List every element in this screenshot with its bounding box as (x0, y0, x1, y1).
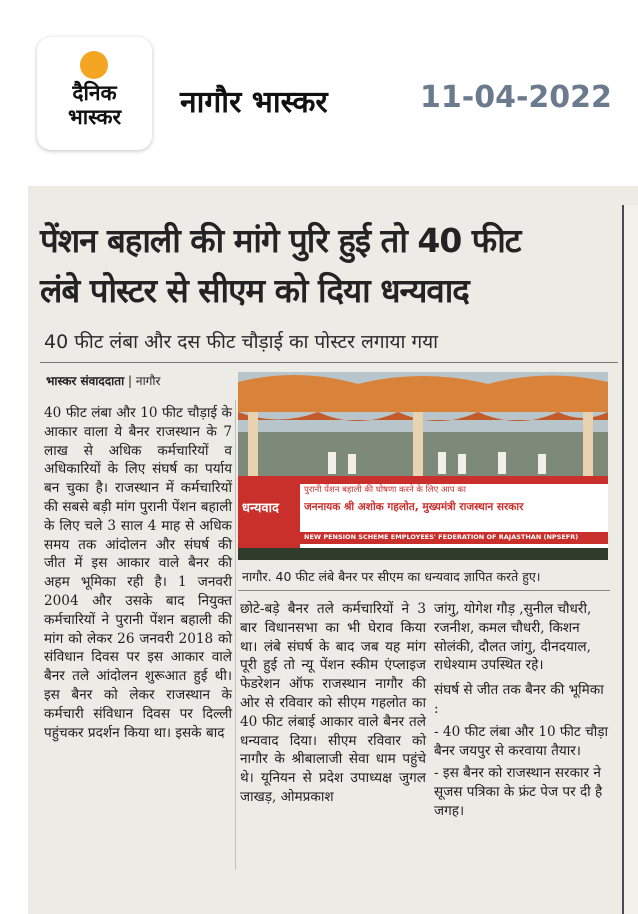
byline-place: नागौर (135, 374, 161, 388)
divider (40, 362, 618, 363)
column-3-paragraph-1: जांगु, योगेश गौड़ ,सुनील चौधरी, रजनीश, कमल चौधरी, किशन सोलंकी, दौलत जांगु, दीनदयाल, राधेश्याम उपस्थित रहे। (434, 601, 592, 674)
banner-line-3: NEW PENSION SCHEME EMPLOYEES' FEDERATION OF RAJASTHAN (NPSEFR) (304, 533, 579, 541)
photo-caption: नागौर. 40 फीट लंबे बैनर पर सीएम का धन्यवाद ज्ञापित करते हुए। (242, 569, 541, 584)
adjacent-article-edge (622, 205, 638, 914)
article-photo (238, 372, 608, 560)
article-column-3 (434, 600, 612, 825)
logo-sun-icon (80, 51, 108, 79)
byline (46, 372, 160, 389)
article-column-2: छोटे-बड़े बैनर तले कर्मचारियों ने 3 बार विधानसभा का भी घेराव किया था। लंबे संघर्ष के बाद जब यह मांग पूरी हुई तो न्यू पेंशन स्कीम एंप्लाइज फेडरेशन ऑफ राजस्थान नागौर की ओर से रविवार को सीएम गहलोत का 40 फीट लंबाई आकार वाले बैनर तले धन्यवाद दिया। सीएम रविवार को नागौर के श्रीबालाजी सेवा धाम पहुंचे थे। यूनियन से प्रदेश उपाध्यक्ष जुगल जाखड़, ओमप्रकाश (240, 601, 426, 805)
column-divider (235, 400, 236, 870)
byline-separator: | (128, 374, 136, 388)
banner-line-1: पुरानी पेंशन बहाली की घोषणा करने के लिए आप का (304, 485, 466, 495)
dainik-bhaskar-logo[interactable] (37, 37, 152, 150)
article-column-1: 40 फीट लंबा और 10 फीट चौड़ाई के आकार वाला ये बैनर राजस्थान के 7 लाख से अधिक कर्मचारियों व अधिकारियों के लिए संघर्ष का पर्याय बन चुका है। राजस्थान में कर्मचारियों की सबसे बड़ी मांग पुरानी पेंशन बहाली के लिए चले 3 साल 4 माह से अधिक समय तक आंदोलन और संघर्ष की जीत में इस आकार वाले बैनर की अहम भूमिका रही है। 1 जनवरी 2004 और उसके बाद नियुक्त कर्मचारियों ने पुरानी पेंशन बहाली की मांग को लेकर 26 जनवरी 2018 को संविधान दिवस पर इस आकार वाले बैनर तले आंदोलन शुरूआत हुई थी। इस बैनर को लेकर राजस्थान के कर्मचारी संविधान दिवस पर दिल्ली पहुंचकर प्रदर्शन किया था। इसके बाद (44, 405, 232, 741)
article-headline (40, 216, 620, 316)
column-3-point-2: - इस बैनर को राजस्थान सरकार ने सूजस पत्रिका के फ्रंट पेज पर दी है जगह। (434, 765, 603, 819)
share-header (0, 0, 638, 165)
edition-name: नागौर भास्कर (180, 85, 328, 120)
logo-line-2: भास्कर (67, 105, 122, 129)
banner-photo-illustration (238, 372, 608, 560)
byline-name: भास्कर संवाददाता (46, 374, 125, 388)
banner-line-2: जननायक श्री अशोक गहलोत, मुख्यमंत्री राजस्थान सरकार (304, 501, 524, 513)
caption-rule (238, 590, 610, 591)
column-3-subheading: संघर्ष से जीत तक बैनर की भूमिका : (434, 682, 604, 717)
logo-wordmark (37, 81, 152, 129)
headline-line-1: पेंशन बहाली की मांगे पुरि हुई तो 40 फीट (40, 221, 521, 260)
banner-word: धन्यवाद (242, 501, 279, 516)
column-3-point-1: - 40 फीट लंबा और 10 फीट चौड़ा बैनर जयपुर से करवाया तैयार। (434, 723, 609, 759)
logo-line-1: दैनिक (72, 81, 117, 105)
edition-date: 11-04-2022 (420, 80, 612, 115)
headline-line-2: लंबे पोस्टर से सीएम को दिया धन्यवाद (40, 271, 469, 310)
article-subheadline: 40 फीट लंबा और दस फीट चौड़ाई का पोस्टर लगाया गया (44, 331, 439, 353)
